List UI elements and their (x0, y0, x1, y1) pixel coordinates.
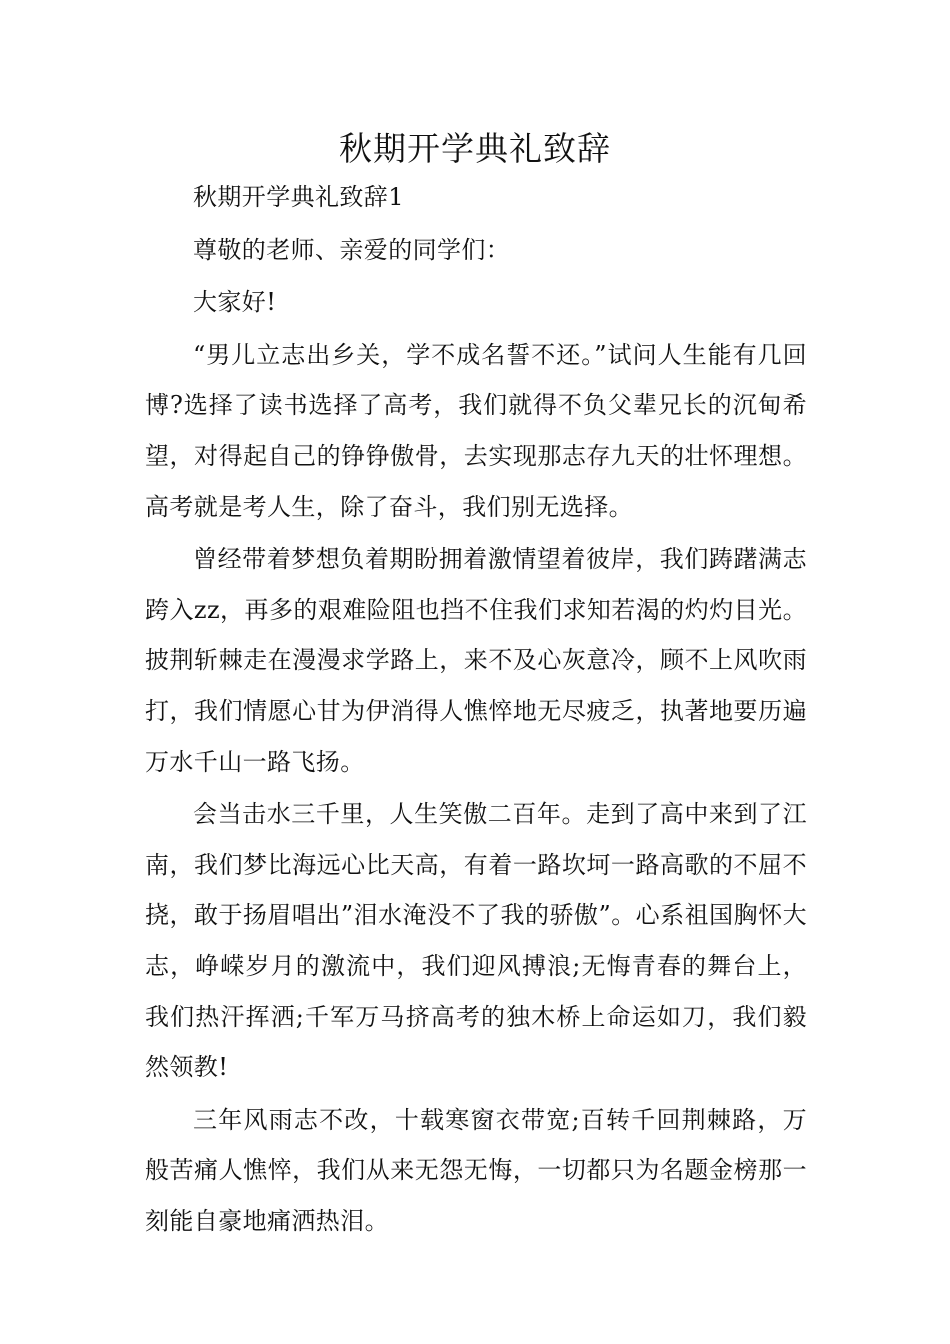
paragraph-body: 三年风雨志不改，十载寒窗衣带宽;百转千回荆棘路，万般苦痛人憔悴，我们从来无怨无悔，一切都只为名题金榜那一刻能自豪地痛洒热泪。 (145, 1105, 807, 1235)
paragraph-subtitle: 秋期开学典礼致辞1 (193, 183, 404, 211)
paragraph-body: 曾经带着梦想负着期盼拥着激情望着彼岸，我们踌躇满志跨入zz，再多的艰难险阻也挡不住我们求知若渴的灼灼目光。披荆斩棘走在漫漫求学路上，来不及心灰意冷，顾不上风吹雨打，我们情愿心甘为伊消得人憔悴地无尽疲乏，执著地要历遍万水千山一路飞扬。 (145, 545, 807, 776)
document-title: 秋期开学典礼致辞 (339, 129, 611, 168)
paragraph-body: “男儿立志出乡关，学不成名誓不还。”试问人生能有几回博?选择了读书选择了高考，我们就得不负父辈兄长的沉甸希望，对得起自己的铮铮傲骨，去实现那志存九天的壮怀理想。高考就是考人生，除了奋斗，我们别无选择。 (145, 340, 807, 521)
paragraph-salutation: 尊敬的老师、亲爱的同学们： (193, 235, 511, 264)
document-body (145, 172, 807, 1248)
paragraph-greeting: 大家好! (193, 288, 277, 317)
paragraph-body: 会当击水三千里，人生笑傲二百年。走到了高中来到了江南，我们梦比海远心比天高，有着一路坎坷一路高歌的不屈不挠，敢于扬眉唱出”泪水淹没不了我的骄傲”。心系祖国胸怀大志，峥嵘岁月的激流中，我们迎风搏浪;无悔青春的舞台上，我们热汗挥洒;千军万马挤高考的独木桥上命运如刀，我们毅然领教! (145, 800, 807, 1082)
